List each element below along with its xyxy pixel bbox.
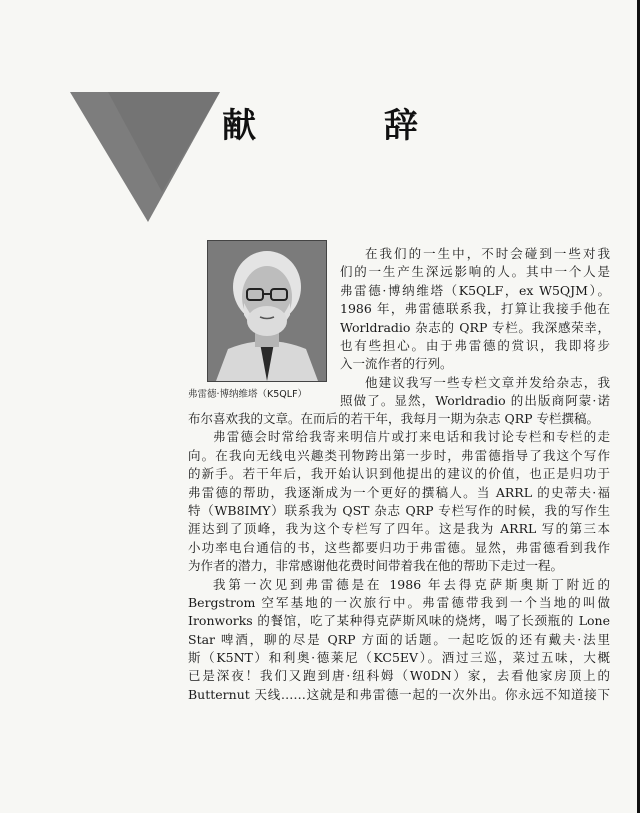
text-line: 在我们的一生中，不时会碰到一些对我 — [365, 246, 610, 261]
text-line: 们的一生产生深远影响的人。其中一个人是 — [340, 264, 610, 280]
text-line: 弗雷德的帮助，我逐渐成为一个更好的撰稿人。当 ARRL 的史蒂夫·福 — [188, 484, 610, 500]
text-line: 已是深夜！我们又跑到唐·纽科姆（W0DN）家，去看他家房顶上的 — [188, 668, 610, 684]
text-line: 的新手。若干年后，我开始认识到他提出的建议的价值，也正是归功于 — [188, 466, 610, 482]
text-line: 他建议我写一些专栏文章并发给杂志，我 — [365, 374, 610, 390]
text-line: Ironworks 的餐馆，吃了某种得克萨斯风味的烧烤，喝了长颈瓶的 Lone — [188, 613, 610, 629]
text-line: 1986 年，弗雷德联系我，打算让我接手他在 — [340, 301, 610, 317]
text-line: Star 啤酒，聊的尽是 QRP 方面的话题。一起吃饭的还有戴夫·法里 — [188, 631, 610, 647]
text-line: 入一流作者的行列。 — [340, 356, 453, 372]
text-line: 弗雷德·博纳维塔（K5QLF，ex W5QJM）。 — [340, 282, 610, 298]
right-column-text — [340, 245, 610, 411]
text-line: 特（WB8IMY）联系我为 QST 杂志 QRP 专栏写作的时候，我的写作生 — [188, 502, 610, 518]
text-line: 小功率电台通信的书，这些都要归功于弗雷德。显然，弗雷德看到我作 — [188, 539, 610, 555]
page-title: 献 辞 — [222, 106, 476, 146]
text-line: 照做了。显然，Worldradio 的出版商阿蒙·诺 — [340, 393, 610, 409]
triangle-ornament — [70, 92, 220, 222]
text-line: 为作者的潜力，非常感谢他花费时间带着我在他的帮助下走过一程。 — [188, 558, 564, 574]
text-line: 向。在我向无线电兴趣类刊物跨出第一步时，弗雷德指导了我这个写作 — [188, 447, 610, 463]
text-line: Worldradio 杂志的 QRP 专栏。我深感荣幸， — [340, 319, 610, 335]
text-line: 我第一次见到弗雷德是在 1986 年去得克萨斯奥斯丁附近的 — [213, 576, 610, 592]
text-line: 也有些担心。由于弗雷德的赏识，我即将步 — [340, 337, 610, 353]
text-line: 涯达到了顶峰，我为这个专栏写了四年。这是我为 ARRL 写的第三本 — [188, 521, 610, 537]
body-text — [188, 410, 610, 704]
photo-caption: 弗雷德·博纳维塔（K5QLF） — [188, 389, 308, 400]
text-line: Bergstrom 空军基地的一次旅行中。弗雷德带我到一个当地的叫做 — [188, 594, 610, 610]
text-line: 斯（K5NT）和利奥·德莱尼（KC5EV）。酒过三巡，菜过五味，大概 — [188, 650, 610, 666]
text-line: 布尔喜欢我的文章。在而后的若干年，我每月一期为杂志 QRP 专栏撰稿。 — [188, 411, 600, 426]
portrait-photo — [207, 240, 327, 382]
text-line: Butternut 天线……这就是和弗雷德一起的一次外出。你永远不知道接下 — [188, 686, 610, 702]
text-line: 弗雷德会时常给我寄来明信片或打来电话和我讨论专栏和专栏的走 — [213, 429, 610, 445]
